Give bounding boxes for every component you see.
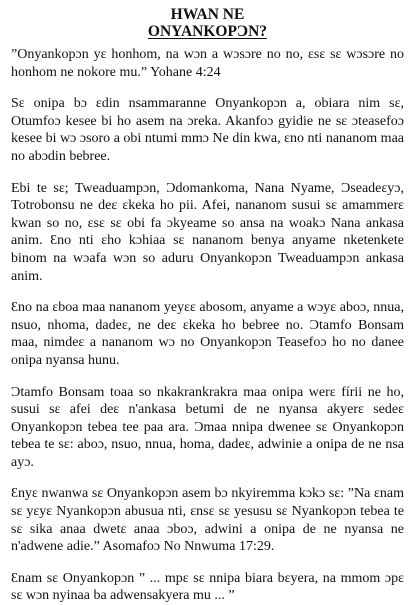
paragraph-6: Ɛnam sɛ Onyankopɔn ” ... mpɛ sɛ nnipa biara bɛyera, na mmom ɔpɛ sɛ wɔn nyinaa ba adwensakyera mu ... ” [11, 570, 404, 604]
title-line-1: HWAN NE [170, 6, 245, 23]
title-line-2: ONYANKOPƆN? [147, 23, 268, 40]
paragraph-2: Ebi te sɛ; Tweaduampɔn, Ɔdomankoma, Nana Nyame, Ɔseadeɛyɔ, Totrobonsu ne deɛ ɛkeka ho pii. Afei, nananom susui sɛ amammerɛ kwan so no, ɛsɛ sɛ obi fa ɔkyeame so ansa na woakɔ Nana ankasa anim. Ɛno nti ɛho kɔhiaa sɛ nananom benya anyame nketenkete binom na wɔafa wɔn so aduru Onyankopɔn Tweaduampɔn ankasa anim. [11, 180, 404, 284]
paragraph-4: Ɔtamfo Bonsam toaa so nkakrankrakra maa onipa werɛ fírii ne ho, susui sɛ afei deɛ n'ankasa betumi de ne nyansa akyerɛ sedeɛ Onyankopɔn tebea tee paa ara. Ɔmaa nnipa dwenee sɛ Onyankopɔn tebea te sɛ: aboɔ, nsuo, nnua, homa, dadeɛ, adwinie a onipa de ne nsa ayɔ. [11, 384, 404, 470]
paragraph-1: Sɛ onipa bɔ ɛdin nsammaranne Onyankopɔn a, obiara nim sɛ, Otumfoɔ kesee bi ho asem na ɔreka. Akanfoɔ gyidie ne sɛ ɔteasefoɔ kesee bi wɔ ɔsoro a obi ntumi mmɔ Ne din kwa, ɛno nti nananom maa no abɔdin bebree. [11, 96, 404, 164]
paragraph-5: Ɛnyɛ nwanwa sɛ Onyankopɔn asem bɔ nkyiremma kɔkɔ sɛ: ”Na ɛnam sɛ yɛyɛ Nyankopɔn abusua nti, ɛnsɛ sɛ yesusu sɛ Nyankopɔn tebea te sɛ sika anaa dwetɛ anaa ɔboɔ, adwini a onipa de ne nyansa ne n'adwene adie.” Asomafoɔ No Nnwuma 17:29. [11, 486, 404, 555]
page-title [11, 6, 404, 40]
paragraph-3: Ɛno na ɛboa maa nananom yeyɛɛ abosom, anyame a wɔyɛ aboɔ, nnua, nsuo, nhoma, dadeɛ, ne deɛ ɛkeka ho bebree no. Ɔtamfo Bonsam maa, nimdeɛ a nananom wɔ no Onyankopɔn Teasefoɔ ho no danee onipa nyansa hunu. [11, 300, 404, 368]
paragraph-scripture-john: ”Onyankopɔn yɛ honhom, na wɔn a wɔsɔre no no, ɛsɛ sɛ wɔsɔre no honhom ne nokore mu.” Yohane 4:24 [11, 47, 404, 80]
